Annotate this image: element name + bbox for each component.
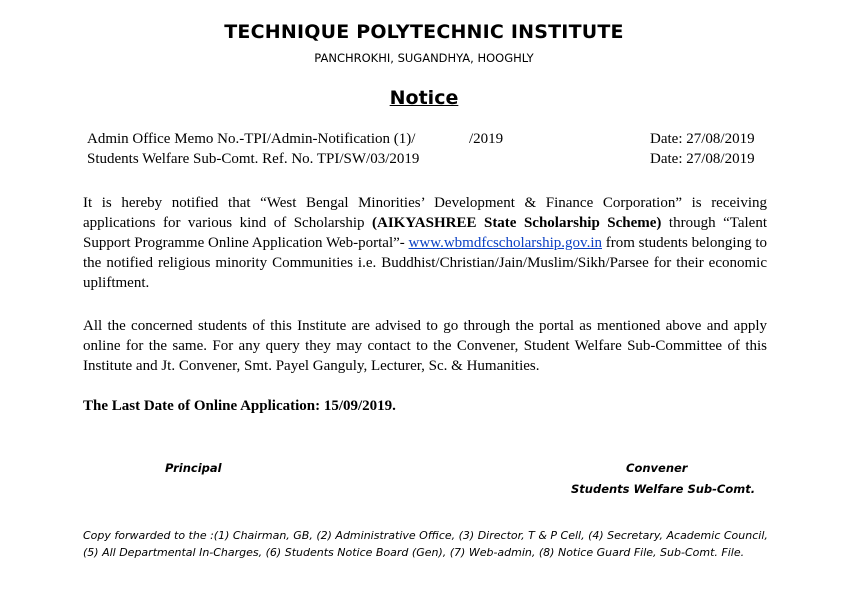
welfare-reference-number: Students Welfare Sub-Comt. Ref. No. TPI/SW/03/2019 — [87, 151, 420, 167]
principal-signature: Principal — [165, 461, 222, 475]
paragraph-1-text-c: from students belonging to the notified religious minority Communities i.e. Buddhist/Christian/Jain/Muslim/Sikh/Parsee for their economic upliftment. — [83, 235, 767, 291]
institute-name: TECHNIQUE POLYTECHNIC INSTITUTE — [224, 21, 624, 43]
committee-signature: Students Welfare Sub-Comt. — [571, 482, 756, 496]
paragraph-1-text-a: It is hereby notified that “West Bengal Minorities’ Development & Finance Corporation” is receiving applications for various kind of Scholarship — [83, 195, 767, 231]
welfare-reference-date: Date: 27/08/2019 — [650, 151, 755, 167]
notice-paragraph-2: All the concerned students of this Institute are advised to go through the portal as mentioned above and apply online for the same. For any query they may contact to the Convener, Student Welfare Sub-Committee of this Institute and Jt. Convener, Smt. Payel Ganguly, Lecturer, Sc. & Humanities. — [83, 318, 767, 374]
memo-number: Admin Office Memo No.-TPI/Admin-Notification (1)/ — [87, 131, 416, 147]
notice-paragraph-1 — [83, 193, 767, 293]
scholarship-portal-link[interactable]: www.wbmdfcscholarship.gov.in — [408, 235, 602, 251]
copy-forwarded-list: Copy forwarded to the :(1) Chairman, GB, (2) Administrative Office, (3) Director, T & P Cell, (4) Secretary, Academic Council, (5) All Departmental In-Charges, (6) Students Notice Board (Gen), (7) Web-admin, (8) Notice Guard File, Sub-Comt. File. — [83, 529, 768, 559]
notice-title: Notice — [389, 87, 459, 109]
memo-year: /2019 — [469, 131, 504, 147]
last-date-statement: The Last Date of Online Application: 15/09/2019. — [83, 398, 396, 414]
scheme-name: (AIKYASHREE State Scholarship Scheme) — [372, 215, 662, 231]
institute-address: PANCHROKHI, SUGANDHYA, HOOGHLY — [314, 51, 534, 65]
convener-signature: Convener — [626, 461, 688, 475]
paragraph-1-text-b: through “Talent Support Programme Online Application Web-portal”- — [83, 215, 767, 251]
memo-date: Date: 27/08/2019 — [650, 131, 755, 147]
